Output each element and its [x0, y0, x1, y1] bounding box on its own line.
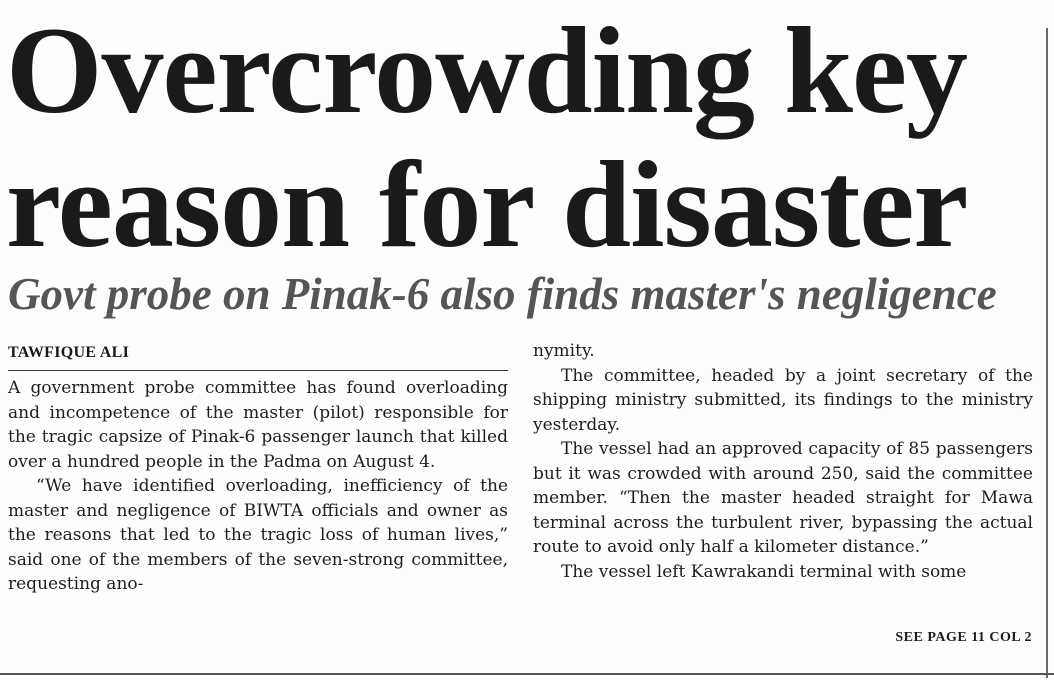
- paragraph: “We have identified overloading, inefficiency of the master and negligence of BIWTA officials and owner as the reasons that led to the tragic loss of human lives,” said one of the members of the seven-strong committee, requesting ano-: [8, 476, 508, 594]
- paragraph: The committee, headed by a joint secretary of the shipping ministry submitted, its findings to the ministry yesterday.: [533, 365, 1033, 435]
- paragraph: A government probe committee has found overloading and incompetence of the master (pilot) responsible for the tragic capsize of Pinak-6 passenger launch that killed over a hundred people in the Padma on August 4.: [8, 378, 508, 472]
- article-column-right: [533, 339, 1033, 584]
- paragraph: The vessel had an approved capacity of 85 passengers but it was crowded with around 250, said the committee member. “Then the master headed straight for Mawa terminal across the turbulent river, bypassing the actual route to avoid only half a kilometer distance.”: [533, 439, 1033, 557]
- subheadline: Govt probe on Pinak-6 also finds master's negligence: [8, 269, 997, 319]
- column-divider: [1046, 28, 1048, 678]
- continuation-note: SEE PAGE 11 COL 2: [895, 630, 1032, 645]
- article-column-left: [8, 376, 508, 597]
- paragraph: The vessel left Kawrakandi terminal with some: [561, 561, 967, 582]
- bottom-rule: [0, 673, 1054, 675]
- headline: Overcrowding key reason for disaster: [6, 2, 968, 273]
- byline-rule: [8, 370, 508, 371]
- byline: TAWFIQUE ALI: [8, 344, 130, 361]
- paragraph: nymity.: [533, 341, 595, 361]
